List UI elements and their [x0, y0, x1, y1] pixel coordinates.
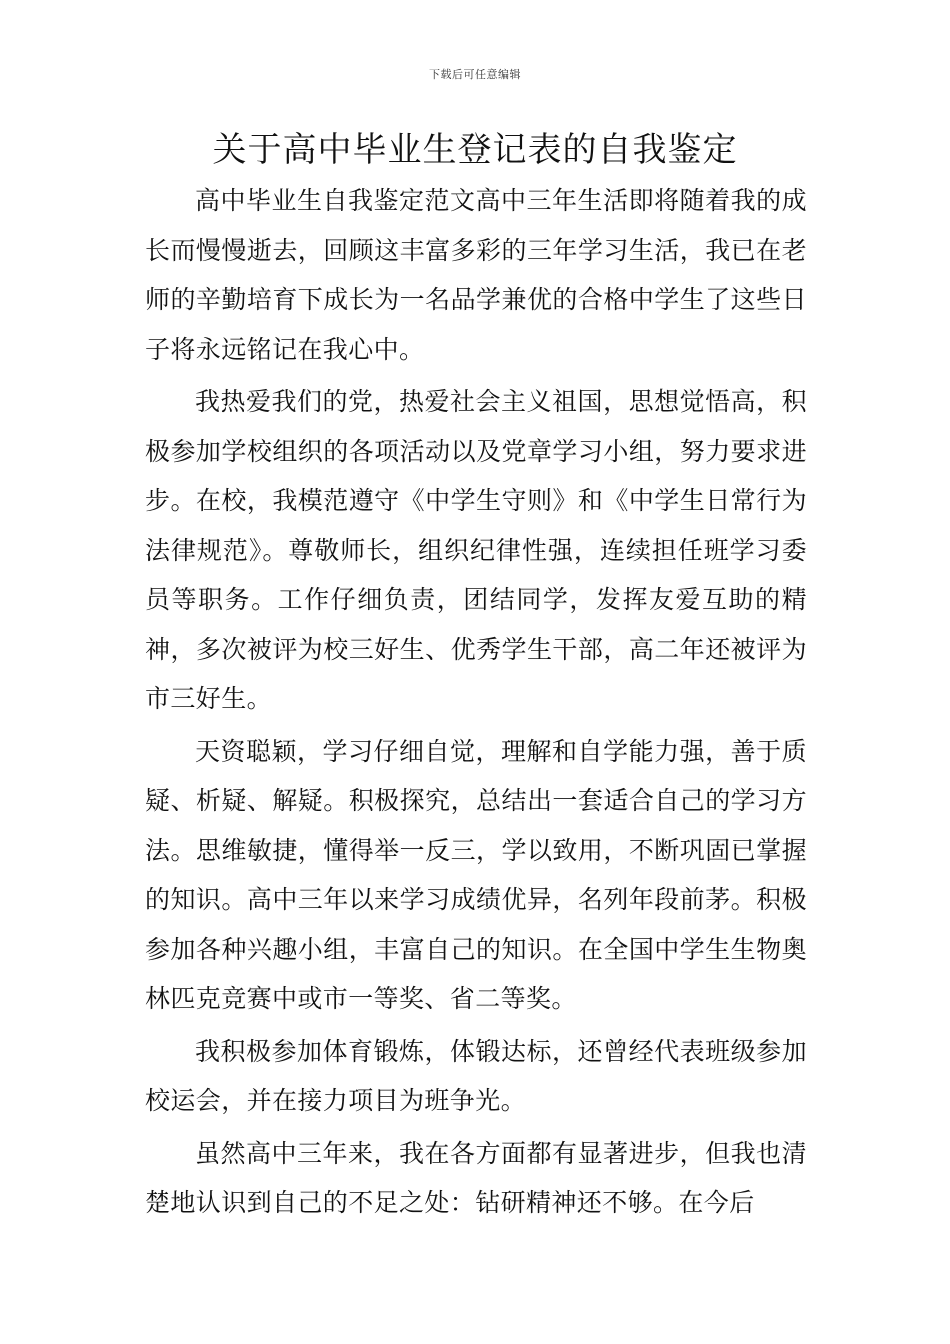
- paragraph-3: 天资聪颖，学习仔细自觉，理解和自学能力强，善于质疑、析疑、解疑。积极探究，总结出一套适合自己的学习方法。思维敏捷，懂得举一反三，学以致用，不断巩固已掌握的知识。高中三年以来学习成绩优异，名列年段前茅。积极参加各种兴趣小组，丰富自己的知识。在全国中学生生物奥林匹克竞赛中或市一等奖、省二等奖。: [145, 736, 807, 1013]
- paragraph-1: 高中毕业生自我鉴定范文高中三年生活即将随着我的成长而慢慢逝去，回顾这丰富多彩的三年学习生活，我已在老师的辛勤培育下成长为一名品学兼优的合格中学生了这些日子将永远铭记在我心中。: [145, 186, 807, 364]
- paragraph-2: 我热爱我们的党，热爱社会主义祖国，思想觉悟高，积极参加学校组织的各项活动以及党章学习小组，努力要求进步。在校，我模范遵守《中学生守则》和《中学生日常行为法律规范》。尊敬师长，组织纪律性强，连续担任班学习委员等职务。工作仔细负责，团结同学，发挥友爱互助的精神，多次被评为校三好生、优秀学生干部，高二年还被评为市三好生。: [145, 387, 807, 713]
- paragraph-5: 虽然高中三年来，我在各方面都有显著进步，但我也清楚地认识到自己的不足之处：钻研精神还不够。在今后: [145, 1138, 807, 1217]
- document-body: [145, 176, 807, 1231]
- paragraph-4: 我积极参加体育锻炼，体锻达标，还曾经代表班级参加校运会，并在接力项目为班争光。: [145, 1036, 807, 1115]
- header-note: 下载后可任意编辑: [429, 68, 521, 81]
- document-title: 关于高中毕业生登记表的自我鉴定: [212, 130, 738, 170]
